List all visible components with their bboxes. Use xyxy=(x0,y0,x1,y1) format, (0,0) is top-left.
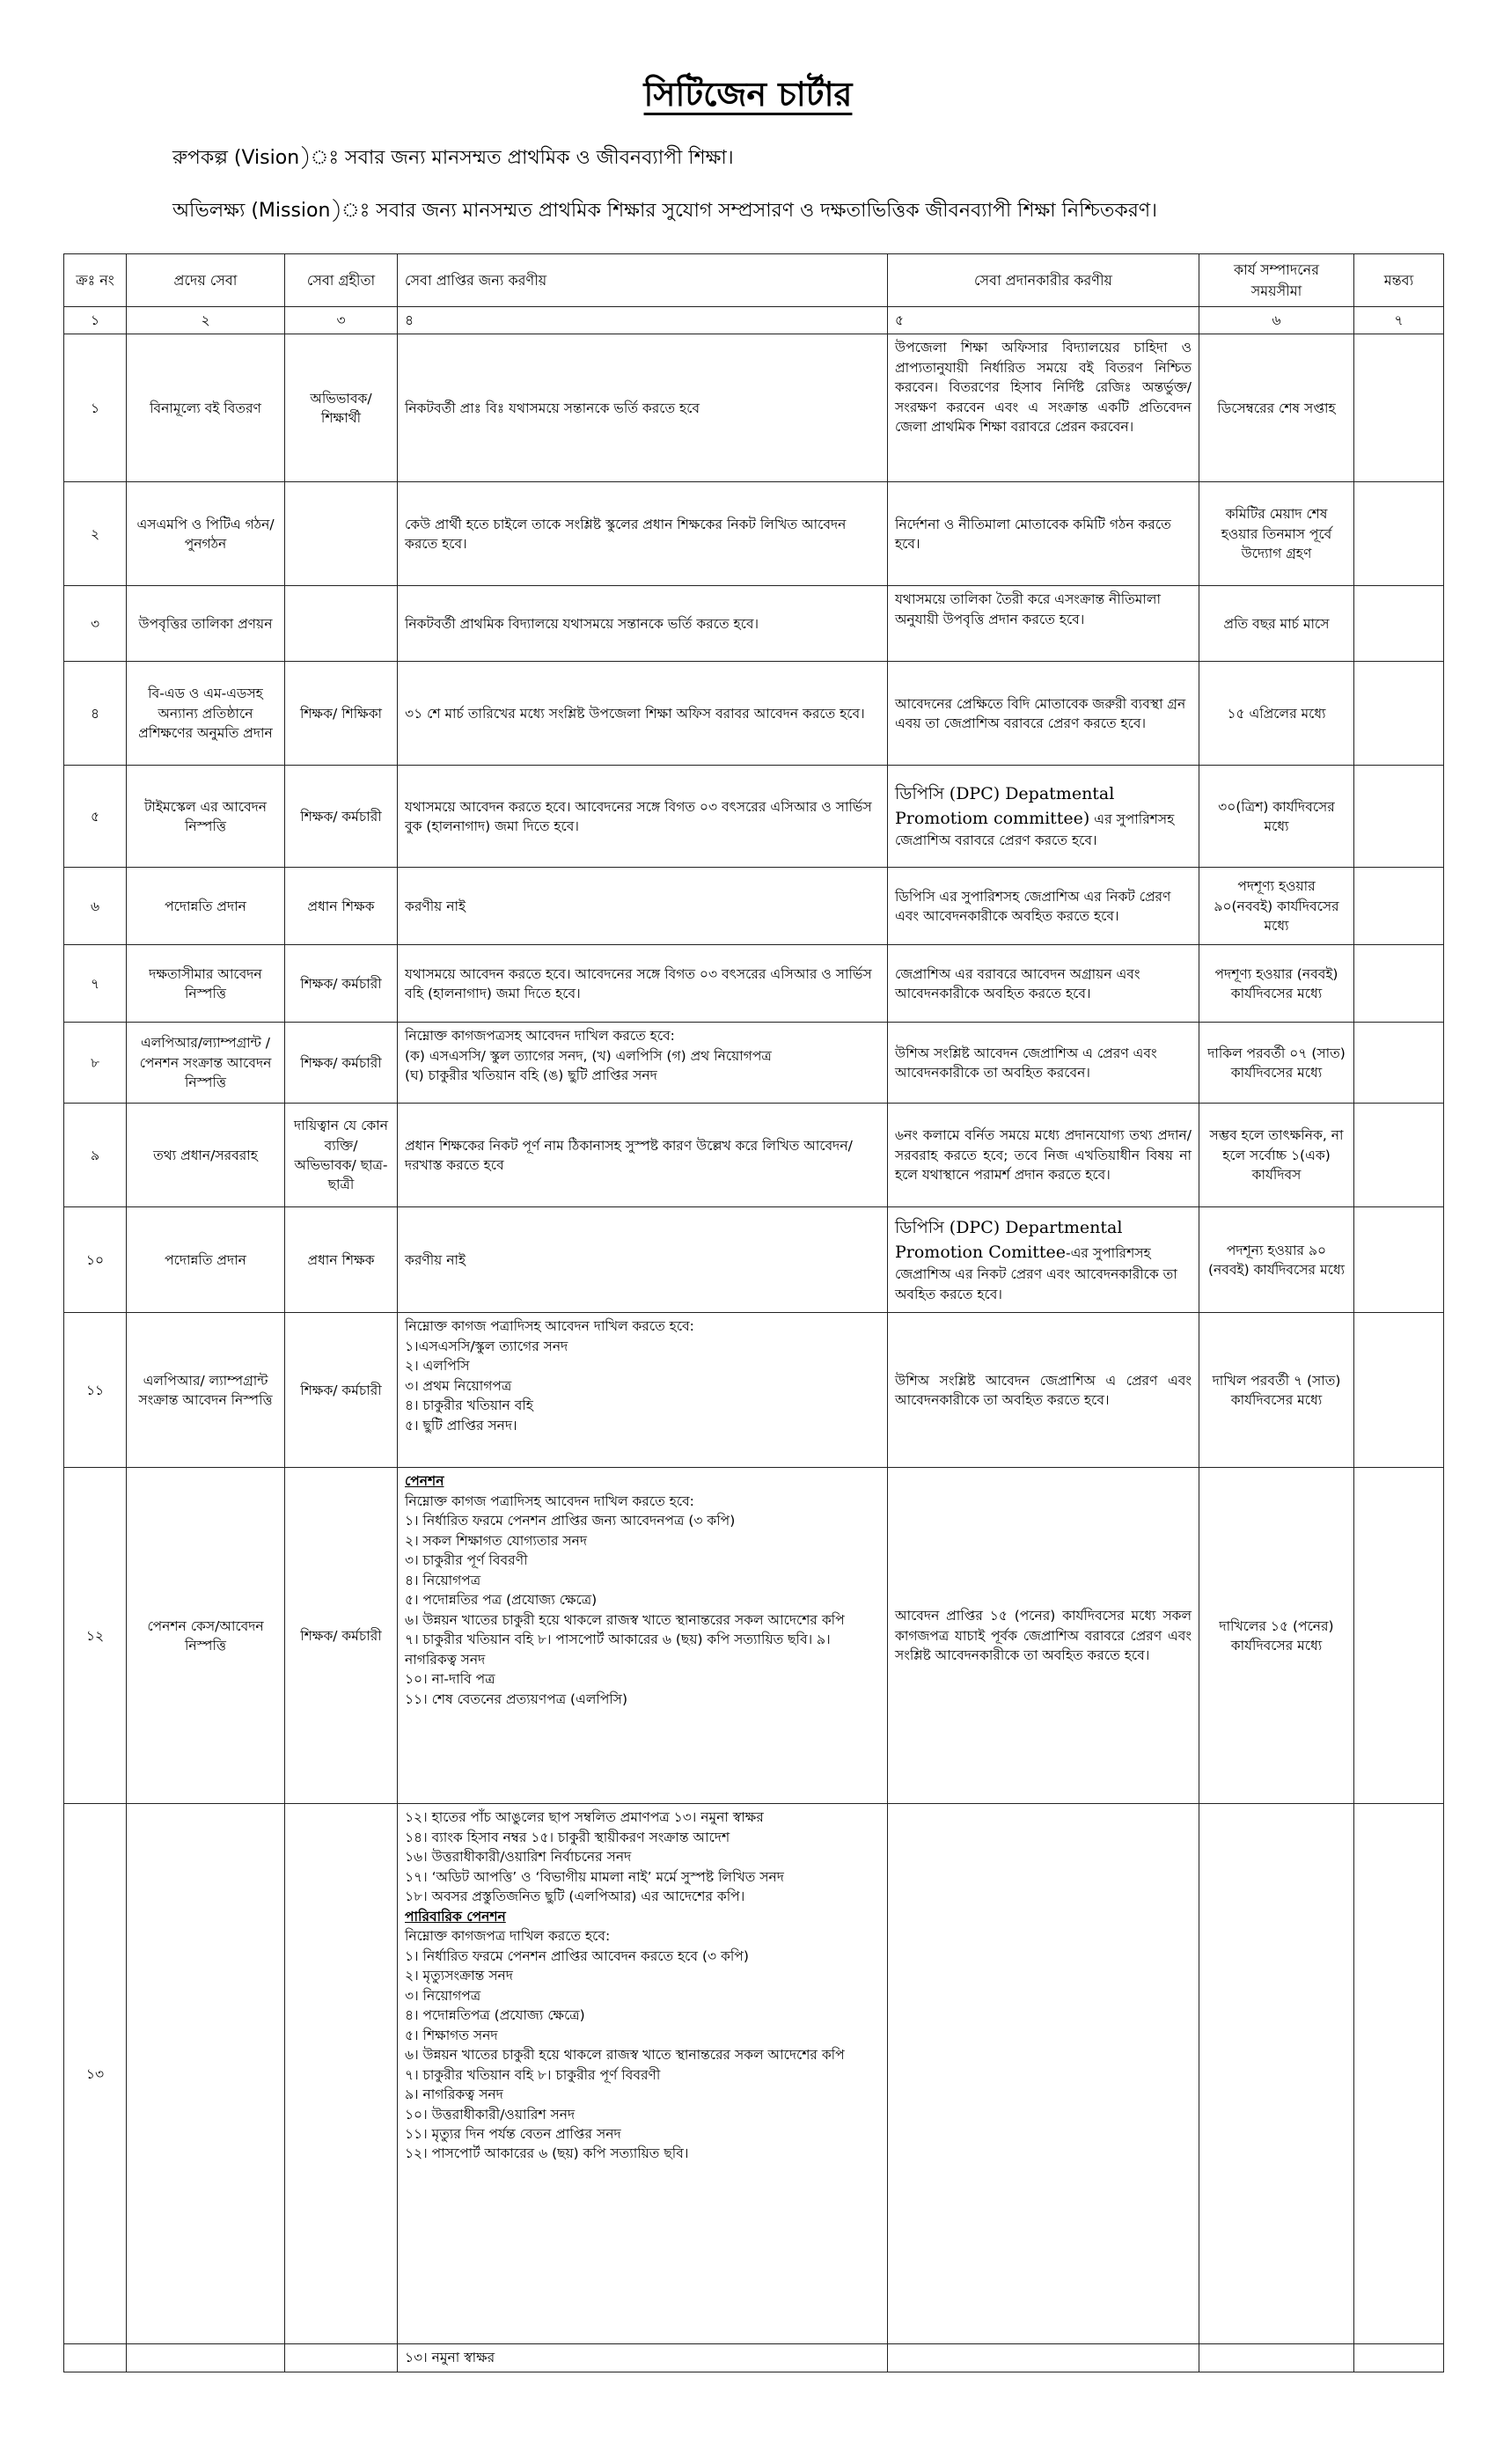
table-row xyxy=(64,868,1444,945)
row-timeframe: ১৫ এপ্রিলের মধ্যে xyxy=(1199,662,1354,766)
col-number: ৪ xyxy=(398,307,888,334)
applicant-line: ৫। ছুটি প্রাপ্তির সনদ। xyxy=(405,1417,517,1434)
applicant-line: ৭। চাকুরীর খতিয়ান বহি ৮। চাকুরীর পূর্ণ বিবরণী xyxy=(405,2066,661,2083)
applicant-line: ২। মৃত্যুসংক্রান্ত সনদ xyxy=(405,1968,513,1984)
applicant-line: নিম্নোক্ত কাগজপত্রসহ আবেদন দাখিল করতে হবে: xyxy=(405,1028,675,1045)
table-row xyxy=(64,1313,1444,1468)
row-applicant-action: প্রধান শিক্ষকের নিকট পূর্ণ নাম ঠিকানাসহ সুস্পষ্ট কারণ উল্লেখ করে লিখিত আবেদন/দরখাস্ত করতে হবে xyxy=(398,1104,888,1207)
row-serial: ১২ xyxy=(64,1468,127,1804)
applicant-line: (ঘ) চাকুরীর খতিয়ান বহি (ঙ) ছুটি প্রাপ্তির সনদ xyxy=(405,1067,657,1084)
row-remark xyxy=(1354,1207,1444,1313)
table-row xyxy=(64,586,1444,662)
row-recipient xyxy=(285,482,398,586)
header-remark: মন্তব্য xyxy=(1354,254,1444,307)
row-remark xyxy=(1354,2344,1444,2372)
row-serial: ১০ xyxy=(64,1207,127,1313)
row-applicant-action: নিকটবর্তী প্রাঃ বিঃ যথাসময়ে সন্তানকে ভর্তি করতে হবে xyxy=(398,334,888,482)
table-row xyxy=(64,1468,1444,1804)
table-row xyxy=(64,1104,1444,1207)
row-applicant-action: ৩১ শে মার্চ তারিখের মধ্যে সংশ্লিষ্ট উপজেলা শিক্ষা অফিস বরাবর আবেদন করতে হবে। xyxy=(398,662,888,766)
row-remark xyxy=(1354,586,1444,662)
row-applicant-action: যথাসময়ে আবেদন করতে হবে। আবেদনের সঙ্গে বিগত ০৩ বৎসরের এসিআর ও সার্ভিস বহি (হালনাগাদ) জমা দিতে হবে। xyxy=(398,945,888,1023)
row-timeframe: দাকিল পরবর্তী ০৭ (সাত) কার্যদিবসের মধ্যে xyxy=(1199,1023,1354,1104)
table-row xyxy=(64,766,1444,868)
row-recipient: শিক্ষক/ কর্মচারী xyxy=(285,766,398,868)
row-recipient: প্রধান শিক্ষক xyxy=(285,868,398,945)
row-service: টাইমস্কেল এর আবেদন নিস্পত্তি xyxy=(127,766,285,868)
applicant-line: ১১। মৃত্যুর দিন পর্যন্ত বেতন প্রাপ্তির সনদ xyxy=(405,2125,621,2142)
table-row xyxy=(64,1207,1444,1313)
provider-text: -এর সুপারিশসহ জেপ্রাশিঅ এর নিকট প্রেরণ এবং আবেদনকারীকে তা অবহিত করতে হবে। xyxy=(895,1244,1177,1302)
row-serial: ২ xyxy=(64,482,127,586)
row-applicant-action xyxy=(398,1023,888,1104)
applicant-line: ৯। নাগরিকত্ব সনদ xyxy=(405,2086,503,2103)
provider-text: এর সুপারিশসহ জেপ্রাশিঅ বরাবরে প্রেরণ করতে হবে। xyxy=(895,810,1175,849)
row-provider-action xyxy=(888,1804,1199,2344)
applicant-line: ১৬। উত্তরাধীকারী/ওয়ারিশ নির্বাচনের সনদ xyxy=(405,1849,632,1866)
applicant-line: ১।এসএসসি/স্কুল ত্যাগের সনদ xyxy=(405,1338,568,1354)
row-serial: ৪ xyxy=(64,662,127,766)
header-recipient: সেবা গ্রহীতা xyxy=(285,254,398,307)
applicant-line: নিম্নোক্ত কাগজ পত্রাদিসহ আবেদন দাখিল করতে হবে: xyxy=(405,1318,694,1335)
row-provider-action: উপজেলা শিক্ষা অফিসার বিদ্যালয়ের চাহিদা ও প্রাপ্যতানুযায়ী নির্ধারিত সময়ে বই বিতরণ নিশ্চিত করবেন। বিতরণের হিসাব নির্দিষ্ট রেজিঃ অন্তর্ভুক্ত/সংরক্ষণ করবেন এবং এ সংক্রান্ত একটি প্রতিবেদন জেলা প্রাথমিক শিক্ষা বরাবরে প্রেরন করবেন। xyxy=(888,334,1199,482)
row-timeframe: দাখিল পরবর্তী ৭ (সাত) কার্যদিবসের মধ্যে xyxy=(1199,1313,1354,1468)
row-remark xyxy=(1354,766,1444,868)
applicant-line: নিম্নোক্ত কাগজপত্র দাখিল করতে হবে: xyxy=(405,1928,611,1945)
row-serial: ৮ xyxy=(64,1023,127,1104)
applicant-line: ৪। নিয়োগপত্র xyxy=(405,1572,481,1588)
row-service: এলপিআর/ ল্যাম্পগ্রান্ট সংক্রান্ত আবেদন নিস্পত্তি xyxy=(127,1313,285,1468)
row-timeframe: সম্ভব হলে তাৎক্ষনিক, না হলে সর্বোচ্চ ১(এক) কার্যদিবস xyxy=(1199,1104,1354,1207)
applicant-line: ১০। উত্তরাধীকারী/ওয়ারিশ সনদ xyxy=(405,2106,576,2123)
applicant-line: ১২। হাতের পাঁচ আঙুলের ছাপ সম্বলিত প্রমাণপত্র ১৩। নমুনা স্বাক্ষর xyxy=(405,1809,764,1826)
applicant-line: ৫। শিক্ষাগত সনদ xyxy=(405,2027,498,2043)
row-serial: ৯ xyxy=(64,1104,127,1207)
applicant-line: ১৪। ব্যাংক হিসাব নম্বর ১৫। চাকুরী স্থায়ীকরণ সংক্রান্ত আদেশ xyxy=(405,1829,730,1845)
applicant-line: (ক) এসএসসি/ স্কুল ত্যাগের সনদ, (খ) এলপিসি (গ) প্রথ নিয়োগপত্র xyxy=(405,1047,772,1064)
row-timeframe: পদশূণ্য হওয়ার ৯০(নববই) কার্যদিবসের মধ্যে xyxy=(1199,868,1354,945)
header-service: প্রদেয় সেবা xyxy=(127,254,285,307)
row-remark xyxy=(1354,1804,1444,2344)
row-applicant-action: করণীয় নাই xyxy=(398,1207,888,1313)
table-row xyxy=(64,1023,1444,1104)
row-provider-action: আবেদন প্রাপ্তির ১৫ (পনের) কার্যদিবসের মধ্যে সকল কাগজপত্র যাচাই পূর্বক জেপ্রাশিঅ বরাবরে প্রেরণ এবং সংশ্লিষ্ট আবেদনকারীকে তা অবহিত করতে হবে। xyxy=(888,1468,1199,1804)
row-timeframe: কমিটির মেয়াদ শেষ হওয়ার তিনমাস পূর্বে উদ্যোগ গ্রহণ xyxy=(1199,482,1354,586)
applicant-line: ২। এলপিসি xyxy=(405,1358,470,1375)
row-serial xyxy=(64,2344,127,2372)
row-service: এসএমপি ও পিটিএ গঠন/পুনগঠন xyxy=(127,482,285,586)
row-provider-action: উশিঅ সংশ্লিষ্ট আবেদন জেপ্রাশিঅ এ প্রেরণ এবং আবেদনকারীকে তা অবহিত করবেন। xyxy=(888,1023,1199,1104)
col-number: ৭ xyxy=(1354,307,1444,334)
header-provider-action: সেবা প্রদানকারীর করণীয় xyxy=(888,254,1199,307)
header-serial: ক্রঃ নং xyxy=(64,254,127,307)
row-provider-action: আবেদনের প্রেক্ষিতে বিদি মোতাবেক জরুরী ব্যবস্থা গ্রন এবয় তা জেপ্রাশিঅ বরাবরে প্রেরণ করতে হবে। xyxy=(888,662,1199,766)
table-row xyxy=(64,2344,1444,2372)
row-serial: ৩ xyxy=(64,586,127,662)
row-service: দক্ষতাসীমার আবেদন নিস্পত্তি xyxy=(127,945,285,1023)
row-recipient xyxy=(285,2344,398,2372)
page-title: সিটিজেন চার্টার xyxy=(643,75,853,114)
row-applicant-action xyxy=(398,1468,888,1804)
row-provider-action: ৬নং কলামে বর্নিত সময়ে মধ্যে প্রদানযোগ্য তথ্য প্রদান/সরবরাহ করতে হবে; তবে নিজ এখতিয়াধীন বিষয় না হলে যথাস্থানে পরামর্শ প্রদান করতে হবে। xyxy=(888,1104,1199,1207)
col-number: ২ xyxy=(127,307,285,334)
applicant-line: ১২। পাসপোর্ট আকারের ৬ (ছয়) কপি সত্যায়িত ছবি। xyxy=(405,2145,689,2162)
row-timeframe: প্রতি বছর মার্চ মাসে xyxy=(1199,586,1354,662)
applicant-line: ৪। পদোন্নতিপত্র (প্রযোজ্য ক্ষেত্রে) xyxy=(405,2007,585,2024)
applicant-line: ২। সকল শিক্ষাগত যোগ্যতার সনদ xyxy=(405,1532,588,1549)
row-serial: ৫ xyxy=(64,766,127,868)
row-service xyxy=(127,1804,285,2344)
row-remark xyxy=(1354,1313,1444,1468)
row-timeframe xyxy=(1199,2344,1354,2372)
row-remark xyxy=(1354,945,1444,1023)
applicant-line: ৪। চাকুরীর খতিয়ান বহি xyxy=(405,1397,533,1414)
applicant-heading: পেনশন xyxy=(405,1473,444,1490)
row-applicant-action: করণীয় নাই xyxy=(398,868,888,945)
row-timeframe: ডিসেম্বরের শেষ সপ্তাহ xyxy=(1199,334,1354,482)
row-serial: ১ xyxy=(64,334,127,482)
col-number: ৬ xyxy=(1199,307,1354,334)
mission-statement: অভিলক্ষ্য (Mission)ঃ সবার জন্য মানসম্মত প্রাথমিক শিক্ষার সুযোগ সম্প্রসারণ ও দক্ষতাভিত্তিক জীবনব্যাপী শিক্ষা নিশ্চিতকরণ। xyxy=(172,200,1158,222)
row-recipient: শিক্ষক/ কর্মচারী xyxy=(285,1023,398,1104)
row-timeframe xyxy=(1199,1804,1354,2344)
applicant-line: ১৭। ‘অডিট আপত্তি’ ও ‘বিভাগীয় মামলা নাই’ মর্মে সুস্পষ্ট লিখিত সনদ xyxy=(405,1868,784,1885)
table-row xyxy=(64,334,1444,482)
row-remark xyxy=(1354,334,1444,482)
row-serial: ১৩ xyxy=(64,1804,127,2344)
row-serial: ৬ xyxy=(64,868,127,945)
row-remark xyxy=(1354,662,1444,766)
applicant-line: ৩। প্রথম নিয়োগপত্র xyxy=(405,1377,512,1394)
applicant-line: ১। নির্ধারিত ফরমে পেনশন প্রাপ্তির জন্য আবেদনপত্র (৩ কপি) xyxy=(405,1513,736,1529)
row-serial: ১১ xyxy=(64,1313,127,1468)
row-timeframe: পদশূণ্য হওয়ার (নববই) কার্যদিবসের মধ্যে xyxy=(1199,945,1354,1023)
applicant-heading: পারিবারিক পেনশন xyxy=(405,1908,506,1925)
row-remark xyxy=(1354,482,1444,586)
applicant-line: ১৮। অবসর প্রস্তুতিজনিত ছুটি (এলপিআর) এর আদেশের কপি। xyxy=(405,1888,745,1905)
applicant-line: ৫। পদোন্নতির পত্র (প্রযোজ্য ক্ষেত্রে) xyxy=(405,1592,598,1609)
row-recipient xyxy=(285,586,398,662)
row-service: এলপিআর/ল্যাম্পগ্রান্ট /পেনশন সংক্রান্ত আবেদন নিস্পত্তি xyxy=(127,1023,285,1104)
row-applicant-action: নিকটবর্তী প্রাথমিক বিদ্যালয়ে যথাসময়ে সন্তানকে ভর্তি করতে হবে। xyxy=(398,586,888,662)
row-applicant-action: ১৩। নমুনা স্বাক্ষর xyxy=(398,2344,888,2372)
table-row xyxy=(64,1804,1444,2344)
row-serial: ৭ xyxy=(64,945,127,1023)
row-remark xyxy=(1354,868,1444,945)
row-provider-action: নির্দেশনা ও নীতিমালা মোতাবেক কমিটি গঠন করতে হবে। xyxy=(888,482,1199,586)
row-recipient: দায়িত্বান যে কোন ব্যক্তি/ অভিভাবক/ ছাত্র-ছাত্রী xyxy=(285,1104,398,1207)
vision-statement: রুপকল্প (Vision)ঃ সবার জন্য মানসম্মত প্রাথমিক ও জীবনব্যাপী শিক্ষা। xyxy=(172,147,734,169)
row-timeframe: পদশূন্য হওয়ার ৯০ (নববই) কার্যদিবসের মধ্যে xyxy=(1199,1207,1354,1313)
row-timeframe: দাখিলের ১৫ (পনের) কার্যদিবসের মধ্যে xyxy=(1199,1468,1354,1804)
row-recipient: শিক্ষক/ কর্মচারী xyxy=(285,1468,398,1804)
row-provider-action: যথাসময়ে তালিকা তৈরী করে এসংক্রান্ত নীতিমালা অনুযায়ী উপবৃত্তি প্রদান করতে হবে। xyxy=(888,586,1199,662)
applicant-line: নিম্নোক্ত কাগজ পত্রাদিসহ আবেদন দাখিল করতে হবে: xyxy=(405,1492,694,1509)
col-number: ১ xyxy=(64,307,127,334)
row-service: বিনামূল্যে বই বিতরণ xyxy=(127,334,285,482)
applicant-line: ৬। উন্নয়ন খাতের চাকুরী হয়ে থাকলে রাজস্ব খাতে স্থানান্তরের সকল আদেশের কপি xyxy=(405,2047,845,2064)
row-service: পদোন্নতি প্রদান xyxy=(127,868,285,945)
row-recipient: শিক্ষক/ শিক্ষিকা xyxy=(285,662,398,766)
row-provider-action: উশিঅ সংশ্লিষ্ট আবেদন জেপ্রাশিঅ এ প্রেরণ এবং আবেদনকারীকে তা অবহিত করতে হবে। xyxy=(888,1313,1199,1468)
applicant-line: ১১। শেষ বেতনের প্রত্যয়ণপত্র (এলপিসি) xyxy=(405,1690,628,1707)
header-timeframe: কার্য সম্পাদনের সময়সীমা xyxy=(1199,254,1354,307)
row-applicant-action xyxy=(398,1804,888,2344)
citizen-charter-table xyxy=(63,253,1444,2372)
dpc-label: ডিপিসি (DPC) Depatmental Promotiom committee) xyxy=(895,784,1115,828)
table-number-row xyxy=(64,307,1444,334)
row-recipient: শিক্ষক/ কর্মচারী xyxy=(285,1313,398,1468)
row-provider-action xyxy=(888,766,1199,868)
applicant-line: ১০। না-দাবি পত্র xyxy=(405,1671,495,1688)
row-service: পদোন্নতি প্রদান xyxy=(127,1207,285,1313)
row-service: পেনশন কেস/আবেদন নিস্পত্তি xyxy=(127,1468,285,1804)
row-recipient: প্রধান শিক্ষক xyxy=(285,1207,398,1313)
row-provider-action xyxy=(888,1207,1199,1313)
table-header-row xyxy=(64,254,1444,307)
row-timeframe: ৩০(ত্রিশ) কার্যদিবসের মধ্যে xyxy=(1199,766,1354,868)
row-applicant-action xyxy=(398,1313,888,1468)
row-remark xyxy=(1354,1104,1444,1207)
table-row xyxy=(64,482,1444,586)
row-applicant-action: যথাসময়ে আবেদন করতে হবে। আবেদনের সঙ্গে বিগত ০৩ বৎসরের এসিআর ও সার্ভিস বুক (হালনাগাদ) জমা দিতে হবে। xyxy=(398,766,888,868)
applicant-line: ৩। চাকুরীর পূর্ণ বিবরণী xyxy=(405,1552,528,1569)
row-recipient xyxy=(285,1804,398,2344)
row-provider-action: জেপ্রাশিঅ এর বরাবরে আবেদন অগ্রায়ন এবং আবেদনকারীকে অবহিত করতে হবে। xyxy=(888,945,1199,1023)
row-provider-action: ডিপিসি এর সুপারিশসহ জেপ্রাশিঅ এর নিকট প্রেরণ এবং আবেদনকারীকে অবহিত করতে হবে। xyxy=(888,868,1199,945)
row-applicant-action: কেউ প্রার্থী হতে চাইলে তাকে সংশ্লিষ্ট স্কুলের প্রধান শিক্ষকের নিকট লিখিত আবেদন করতে হবে। xyxy=(398,482,888,586)
applicant-line: ৭। চাকুরীর খতিয়ান বহি ৮। পাসপোর্ট আকারের ৬ (ছয়) কপি সত্যায়িত ছবি। ৯। নাগরিকত্ব সনদ xyxy=(405,1632,831,1668)
col-number: ৫ xyxy=(888,307,1199,334)
applicant-line: ৩। নিয়োগপত্র xyxy=(405,1987,481,2004)
header-applicant-action: সেবা প্রাপ্তির জন্য করণীয় xyxy=(398,254,888,307)
row-provider-action xyxy=(888,2344,1199,2372)
col-number: ৩ xyxy=(285,307,398,334)
table-row xyxy=(64,662,1444,766)
dpc-label: ডিপিসি (DPC) Departmental Promotion Comittee xyxy=(895,1217,1123,1262)
row-service: তথ্য প্রধান/সরবরাহ xyxy=(127,1104,285,1207)
applicant-line: ১। নির্ধারিত ফরমে পেনশন প্রাপ্তির আবেদন করতে হবে (৩ কপি) xyxy=(405,1947,749,1964)
row-service: উপবৃত্তির তালিকা প্রণয়ন xyxy=(127,586,285,662)
row-service: বি-এড ও এম-এডসহ অন্যান্য প্রতিষ্ঠানে প্রশিক্ষণের অনুমতি প্রদান xyxy=(127,662,285,766)
row-remark xyxy=(1354,1023,1444,1104)
row-recipient: শিক্ষক/ কর্মচারী xyxy=(285,945,398,1023)
row-service xyxy=(127,2344,285,2372)
row-recipient: অভিভাবক/ শিক্ষার্থী xyxy=(285,334,398,482)
table-row xyxy=(64,945,1444,1023)
applicant-line: ৬। উন্নয়ন খাতের চাকুরী হয়ে থাকলে রাজস্ব খাতে স্থানান্তরের সকল আদেশের কপি xyxy=(405,1611,845,1628)
row-remark xyxy=(1354,1468,1444,1804)
